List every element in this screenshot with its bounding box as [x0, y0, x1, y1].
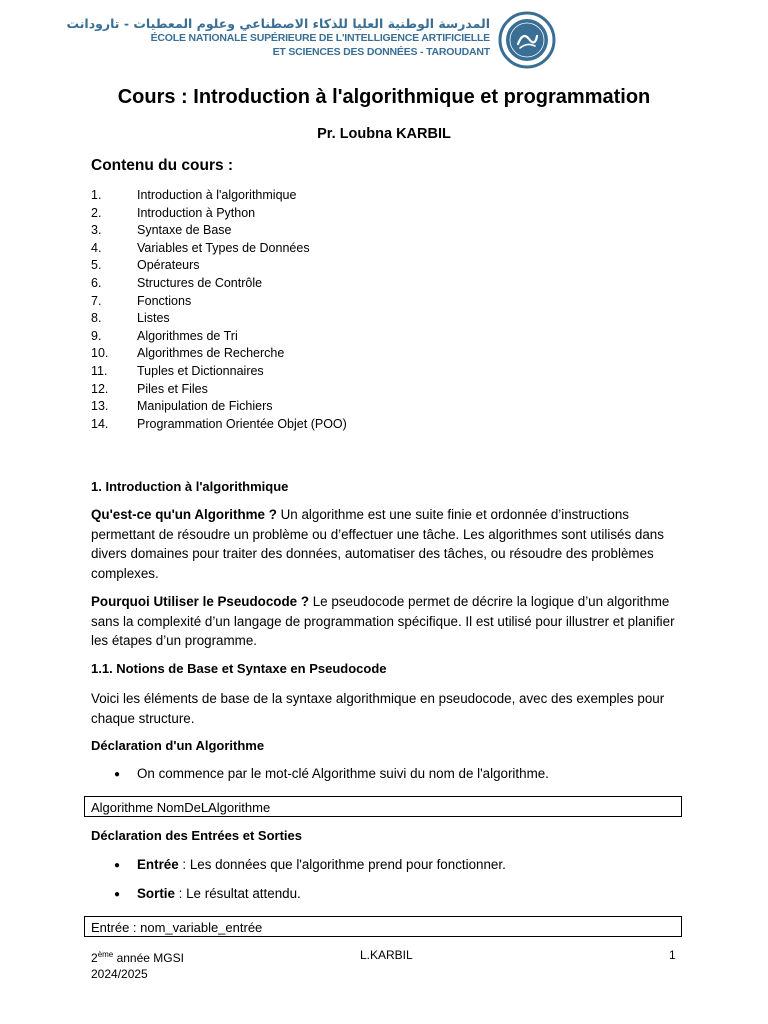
toc-item-number: 7.	[91, 293, 102, 308]
page-number: 1	[669, 948, 676, 962]
school-name-french-line1: ÉCOLE NATIONALE SUPÉRIEURE DE L'INTELLIGENCE ARTIFICIELLE	[150, 32, 490, 44]
toc-item	[91, 328, 347, 346]
toc-item-number: 5.	[91, 258, 102, 273]
bullet-item	[114, 857, 506, 875]
footer-author: L.KARBIL	[360, 948, 413, 962]
toc-item	[91, 293, 347, 311]
bullet-icon: ●	[114, 769, 121, 780]
toc-item-label: Opérateurs	[137, 258, 200, 273]
toc-item-number: 8.	[91, 311, 102, 326]
bullet-text: On commence par le mot-clé Algorithme suivi du nom de l'algorithme.	[137, 766, 549, 781]
toc-item-number: 11.	[91, 363, 108, 378]
toc-item-label: Listes	[137, 311, 170, 326]
toc-item-number: 9.	[91, 328, 102, 343]
section-heading: 1. Introduction à l'algorithmique	[91, 479, 289, 494]
toc-item	[91, 381, 347, 399]
code-box-algorithm: Algorithme NomDeLAlgorithme	[84, 796, 682, 817]
toc-item	[91, 257, 347, 275]
school-name-arabic: المدرسة الوطنية العليا للذكاء الاصطناعي وعلوم المعطيات - تارودانت	[66, 16, 490, 31]
toc-item	[91, 398, 347, 416]
toc-item-number: 14.	[91, 416, 109, 431]
school-name-french-line2: ET SCIENCES DES DONNÉES - TAROUDANT	[272, 46, 490, 58]
paragraph-algorithm-definition	[91, 505, 681, 583]
toc-item-number: 13.	[91, 399, 109, 414]
bullet-bold: Entrée	[137, 857, 179, 872]
footer-year-sup: ème	[97, 950, 114, 959]
toc-item	[91, 187, 347, 205]
toc-item	[91, 416, 347, 434]
subsection-heading: 1.1. Notions de Base et Syntaxe en Pseudocode	[91, 661, 387, 676]
toc-item-label: Introduction à Python	[137, 205, 256, 220]
toc-item-label: Algorithmes de Recherche	[137, 346, 285, 361]
toc-item-label: Variables et Types de Données	[137, 240, 310, 255]
toc-item-label: Syntaxe de Base	[137, 223, 232, 238]
toc-item-number: 3.	[91, 223, 102, 238]
toc-item	[91, 363, 347, 381]
toc-item-number: 10.	[91, 346, 109, 361]
declaration-heading: Déclaration d'un Algorithme	[91, 738, 265, 753]
footer-class-info	[91, 947, 184, 982]
bullet-rest: : Les données que l'algorithme prend pour fonctionner.	[178, 857, 506, 872]
toc-item-label: Structures de Contrôle	[137, 275, 263, 290]
author-name: Pr. Loubna KARBIL	[317, 126, 451, 142]
toc-item-number: 6.	[91, 275, 102, 290]
bullet-item	[114, 886, 301, 904]
toc-item-label: Fonctions	[137, 293, 192, 308]
bullet-item	[114, 766, 549, 784]
code-box-input: Entrée : nom_variable_entrée	[84, 916, 682, 937]
toc-item	[91, 310, 347, 328]
toc-item	[91, 222, 347, 240]
bullet-text	[137, 886, 301, 904]
toc-item-label: Programmation Orientée Objet (POO)	[137, 416, 347, 431]
footer-year-rest: année MGSI	[113, 951, 184, 965]
toc-item	[91, 275, 347, 293]
table-of-contents	[91, 187, 347, 433]
paragraph-intro: Voici les éléments de base de la syntaxe algorithmique en pseudocode, avec des exemples pour chaque structure.	[91, 691, 665, 726]
page-title: Cours : Introduction à l'algorithmique et programmation	[117, 86, 651, 108]
toc-item-label: Introduction à l'algorithmique	[137, 188, 297, 202]
io-heading: Déclaration des Entrées et Sorties	[91, 828, 302, 843]
paragraph-bold-lead: Qu'est-ce qu'un Algorithme ?	[91, 507, 277, 522]
contents-heading: Contenu du cours :	[91, 157, 234, 174]
bullet-text	[137, 857, 506, 875]
bullet-icon: ●	[114, 860, 121, 871]
bullet-icon: ●	[114, 889, 121, 900]
bullet-bold: Sortie	[137, 886, 175, 901]
toc-item	[91, 205, 347, 223]
toc-item-number: 1.	[91, 188, 102, 202]
toc-item-label: Piles et Files	[137, 381, 208, 396]
paragraph-pseudocode	[91, 592, 681, 651]
toc-item	[91, 345, 347, 363]
toc-item-number: 4.	[91, 240, 102, 255]
toc-item-label: Manipulation de Fichiers	[137, 399, 273, 414]
paragraph-bold-lead: Pourquoi Utiliser le Pseudocode ?	[91, 594, 310, 609]
bullet-rest: : Le résultat attendu.	[174, 886, 301, 901]
toc-item-label: Tuples et Dictionnaires	[137, 363, 264, 378]
footer-academic-year: 2024/2025	[91, 967, 148, 981]
paragraph-text: Un algorithme est une suite finie et ordonnée d’instructions permettant de résoudre un problème ou d’effectuer une tâche. Les algorithmes sont utilisés dans divers domaines pour traiter des données, automatiser des tâches, ou résoudre des problèmes complexes.	[91, 507, 664, 581]
toc-item-number: 2.	[91, 205, 102, 220]
toc-item-label: Algorithmes de Tri	[137, 328, 238, 343]
toc-item	[91, 240, 347, 258]
school-logo	[496, 11, 558, 69]
paragraph-text: Le pseudocode permet de décrire la logique d’un algorithme sans la complexité d’un langage de programmation spécifique. Il est utilisé pour illustrer et planifier les étapes d’un programme.	[91, 594, 675, 649]
toc-item-number: 12.	[91, 381, 109, 396]
footer-year-number: 2	[91, 951, 98, 965]
